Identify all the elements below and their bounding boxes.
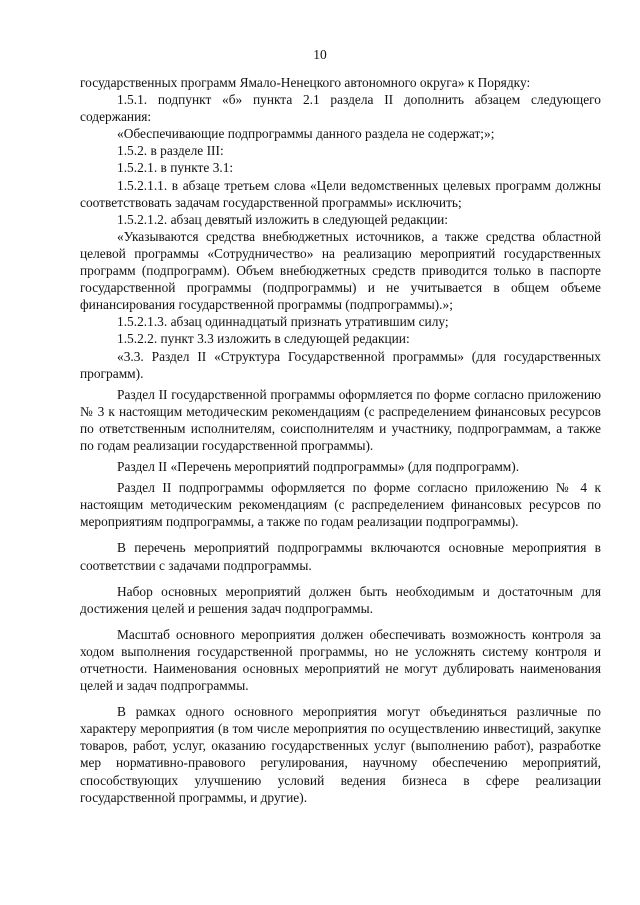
paragraph-6: 1.5.2.1.1. в абзаце третьем слова «Цели ведомственных целевых программ должны соответствовать задачам государственной программы» исключить; — [80, 177, 601, 210]
paragraph-9: 1.5.2.1.3. абзац одиннадцатый признать утратившим силу; — [117, 314, 449, 330]
paragraph-13: Раздел II «Перечень мероприятий подпрограммы» (для подпрограмм). — [117, 459, 520, 475]
paragraph-12: Раздел II государственной программы оформляется по форме согласно приложению № 3 к настоящим методическим рекомендациям (с распределением финансовых ресурсов по ответственным исполнителям, соисполнителям и участнику, подпрограммам, а также по годам реализации государственной программы). — [80, 386, 601, 453]
paragraph-14: Раздел II подпрограммы оформляется по форме согласно приложению № 4 к настоящим методическим рекомендациям (с распределением финансовых ресурсов по мероприятиям подпрограммы, а также по годам реализации подпрограммы). — [80, 480, 601, 530]
paragraph-11: «3.3. Раздел II «Структура Государственной программы» (для государственных программ). — [80, 348, 601, 381]
paragraph-8: «Указываются средства внебюджетных источников, а также средства областной целевой программы «Сотрудничество» на реализацию мероприятий государственных программ (подпрограмм). Объем внебюджетных средств приводится только в паспорте государственной программы (подпрограммы) и не учитывается в общем объеме финансирования государственной программы (подпрограммы).»; — [80, 228, 601, 313]
paragraph-16: Набор основных мероприятий должен быть необходимым и достаточным для достижения целей и решения задач подпрограммы. — [80, 583, 601, 616]
paragraph-3: «Обеспечивающие подпрограммы данного раздела не содержат;»; — [117, 126, 495, 142]
paragraph-17: Масштаб основного мероприятия должен обеспечивать возможность контроля за ходом выполнения государственной программы, но не усложнять систему контроля и отчетности. Наименования основных мероприятий не могут дублировать наименования целей и задач подпрограммы. — [80, 626, 601, 694]
page-number: 10 — [313, 47, 327, 62]
paragraph-1: государственных программ Ямало-Ненецкого автономного округа» к Порядку: — [80, 75, 531, 90]
paragraph-10: 1.5.2.2. пункт 3.3 изложить в следующей редакции: — [117, 331, 410, 347]
paragraph-15: В перечень мероприятий подпрограммы включаются основные мероприятия в соответствии с задачами подпрограммы. — [80, 540, 601, 573]
paragraph-5: 1.5.2.1. в пункте 3.1: — [117, 160, 234, 176]
paragraph-2: 1.5.1. подпункт «б» пункта 2.1 раздела II дополнить абзацем следующего содержания: — [80, 92, 601, 125]
document-body — [80, 74, 601, 806]
paragraph-7: 1.5.2.1.2. абзац девятый изложить в следующей редакции: — [117, 211, 448, 227]
paragraph-18: В рамках одного основного мероприятия могут объединяться различные по характеру мероприятия (в том числе мероприятия по осуществлению инвестиций, закупке товаров, работ, услуг, оказанию государственных услуг (выполнению работ), разработке мер нормативно-правового регулирования, научному обеспечению мероприятий, способствующих улучшению условий ведения бизнеса в сфере реализации государственной программы, и другие). — [80, 704, 601, 805]
paragraph-4: 1.5.2. в разделе III: — [117, 143, 224, 159]
